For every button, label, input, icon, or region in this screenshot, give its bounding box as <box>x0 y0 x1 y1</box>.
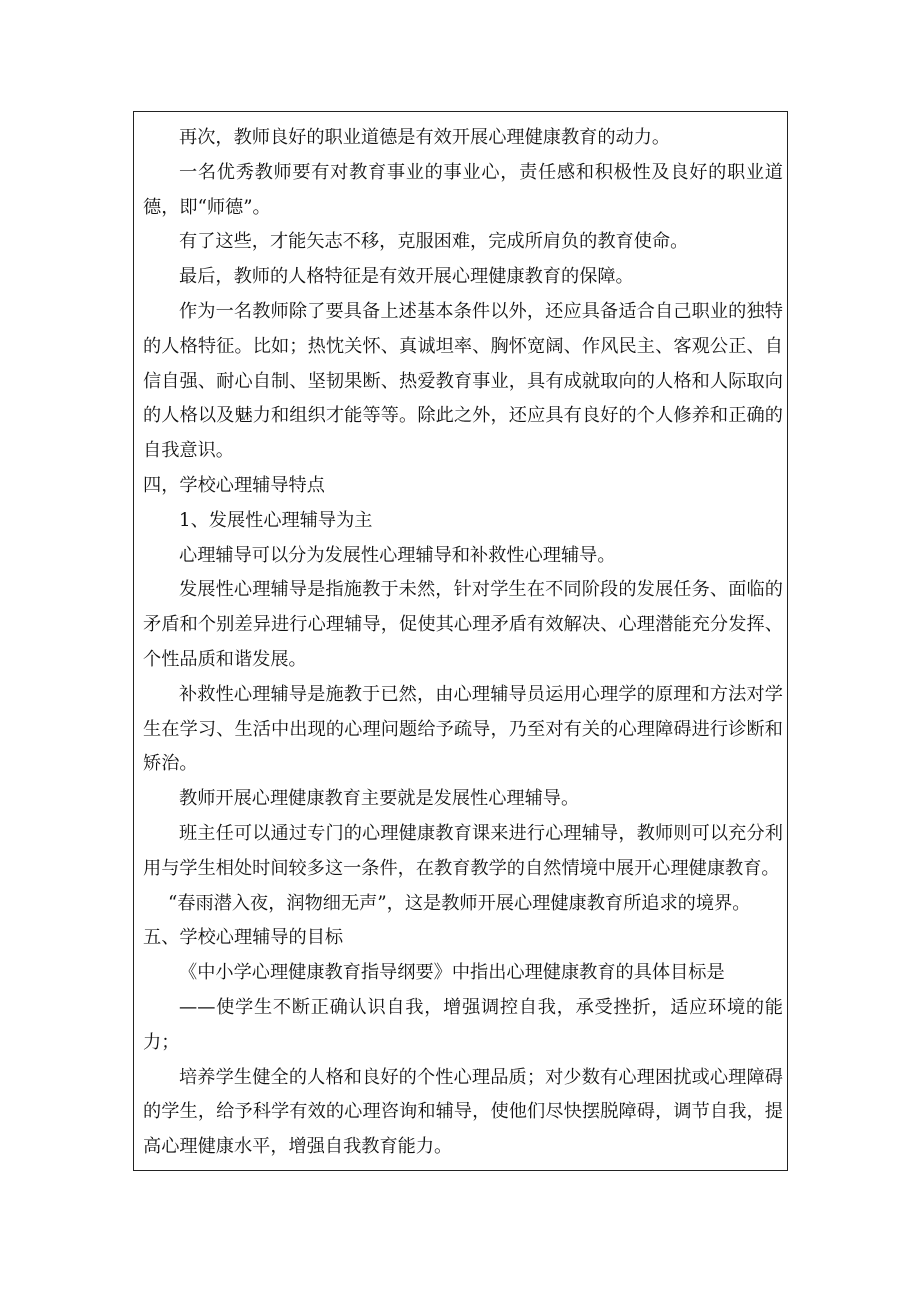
section-heading: 四，学校心理辅导特点 <box>143 474 325 496</box>
paragraph: ——使学生不断正确认识自我，增强调控自我，承受挫折，适应环境的能力； <box>143 996 783 1053</box>
paragraph: 最后，教师的人格特征是有效开展心理健康教育的保障。 <box>179 266 634 288</box>
paragraph: 班主任可以通过专门的心理健康教育课来进行心理辅导，教师则可以充分利用与学生相处时间较多这一条件，在教育教学的自然情境中展开心理健康教育。 <box>143 822 783 879</box>
subsection-heading: 1、发展性心理辅导为主 <box>179 509 373 531</box>
paragraph: 有了这些，才能矢志不移，克服困难，完成所肩负的教育使命。 <box>179 231 689 253</box>
section-heading: 五、学校心理辅导的目标 <box>143 927 344 949</box>
document-body <box>143 121 783 1165</box>
paragraph: 补救性心理辅导是施教于已然，由心理辅导员运用心理学的原理和方法对学生在学习、生活中出现的心理问题给予疏导，乃至对有关的心理障碍进行诊断和矫治。 <box>143 683 783 775</box>
document-frame <box>133 111 788 1171</box>
quote-paragraph: “春雨潜入夜，润物细无声”，这是教师开展心理健康教育所追求的境界。 <box>168 892 751 914</box>
paragraph: 发展性心理辅导是指施教于未然，针对学生在不同阶段的发展任务、面临的矛盾和个别差异进行心理辅导，促使其心理矛盾有效解决、心理潜能充分发挥、个性品质和谐发展。 <box>143 579 783 670</box>
paragraph: 心理辅导可以分为发展性心理辅导和补救性心理辅导。 <box>179 544 616 566</box>
paragraph: 教师开展心理健康教育主要就是发展性心理辅导。 <box>179 788 580 810</box>
paragraph: 一名优秀教师要有对教育事业的事业心，责任感和积极性及良好的职业道德，即“师德”。 <box>143 161 783 218</box>
paragraph: 再次，教师良好的职业道德是有效开展心理健康教育的动力。 <box>179 127 671 148</box>
paragraph: 《中小学心理健康教育指导纲要》中指出心理健康教育的具体目标是 <box>179 962 725 984</box>
paragraph: 作为一名教师除了要具备上述基本条件以外，还应具备适合自己职业的独特的人格特征。比如；热忱关怀、真诚坦率、胸怀宽阔、作风民主、客观公正、自信自强、耐心自制、坚韧果断、热爱教育事业，具有成就取向的人格和人际取向的人格以及魅力和组织才能等等。除此之外，还应具有良好的个人修养和正确的自我意识。 <box>143 300 783 462</box>
paragraph: 培养学生健全的人格和良好的个性心理品质；对少数有心理困扰或心理障碍的学生，给予科学有效的心理咨询和辅导，使他们尽快摆脱障碍，调节自我，提高心理健康水平，增强自我教育能力。 <box>143 1066 783 1158</box>
